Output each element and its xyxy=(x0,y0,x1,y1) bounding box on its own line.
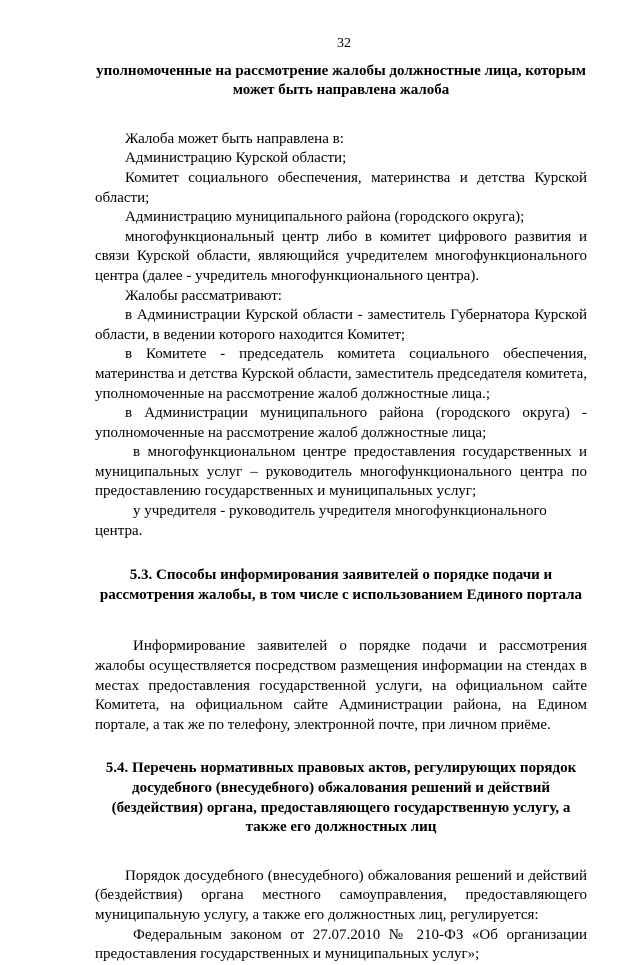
paragraph: в Комитете - председатель комитета социального обеспечения, материнства и детства Курской области, заместитель председателя комитета, уполномоченные на рассмотрение жалоб должностные лица.; xyxy=(95,346,587,402)
paragraph: Администрацию муниципального района (городского округа); xyxy=(125,209,525,226)
section-53-heading: 5.3. Способы информирования заявителей о порядке подачи и рассмотрения жалобы, в том числе с использованием Единого портала xyxy=(99,567,583,603)
page-number: 32 xyxy=(337,36,351,51)
paragraph: в Администрации Курской области - заместитель Губернатора Курской области, в ведении которого находится Комитет; xyxy=(95,307,587,343)
document-page xyxy=(95,34,587,965)
paragraph: Комитет социального обеспечения, материнства и детства Курской области; xyxy=(95,169,587,206)
paragraph: Жалоба может быть направлена в: xyxy=(125,130,344,147)
paragraph: у учредителя - руководитель учредителя многофункционального центра. xyxy=(95,503,547,539)
paragraph: Жалобы рассматривают: xyxy=(125,287,282,304)
top-heading: уполномоченные на рассмотрение жалобы должностные лица, которым может быть направлена жалоба xyxy=(96,62,586,99)
paragraph: в Администрации муниципального района (городского округа) - уполномоченные на рассмотрение жалоб должностные лица; xyxy=(95,405,587,441)
section-54-heading: 5.4. Перечень нормативных правовых актов, регулирующих порядок досудебного (внесудебного) обжалования решений и действий (бездействия) органа, предоставляющего государственную услугу, а также его должностных лиц xyxy=(105,760,577,836)
paragraph: Администрацию Курской области; xyxy=(125,150,347,167)
paragraph: Федеральным законом от 27.07.2010 № 210-ФЗ «Об организации предоставления государственных и муниципальных услуг»; xyxy=(95,926,587,963)
section-53-text: Информирование заявителей о порядке подачи и рассмотрения жалобы осуществляется посредством размещения информации на стендах в местах предоставления государственной услуги, на официальном сайте Комитета, на официальном сайте Администрации района, на Едином портале, а так же по телефону, электронной почте, при личном приёме. xyxy=(95,638,587,733)
paragraph: в многофункциональном центре предоставления государственных и муниципальных услуг – руководитель многофункционального центра по предоставлению государственных и муниципальных услуг; xyxy=(95,444,587,500)
paragraph: многофункциональный центр либо в комитет цифрового развития и связи Курской области, являющийся учредителем многофункционального центра (далее - учредитель многофункционального центра). xyxy=(95,228,587,284)
paragraph: Порядок досудебного (внесудебного) обжалования решений и действий (бездействия) органа местного самоуправления, предоставляющего муниципальную услугу, а также его должностных лиц, регулируется: xyxy=(95,867,587,923)
